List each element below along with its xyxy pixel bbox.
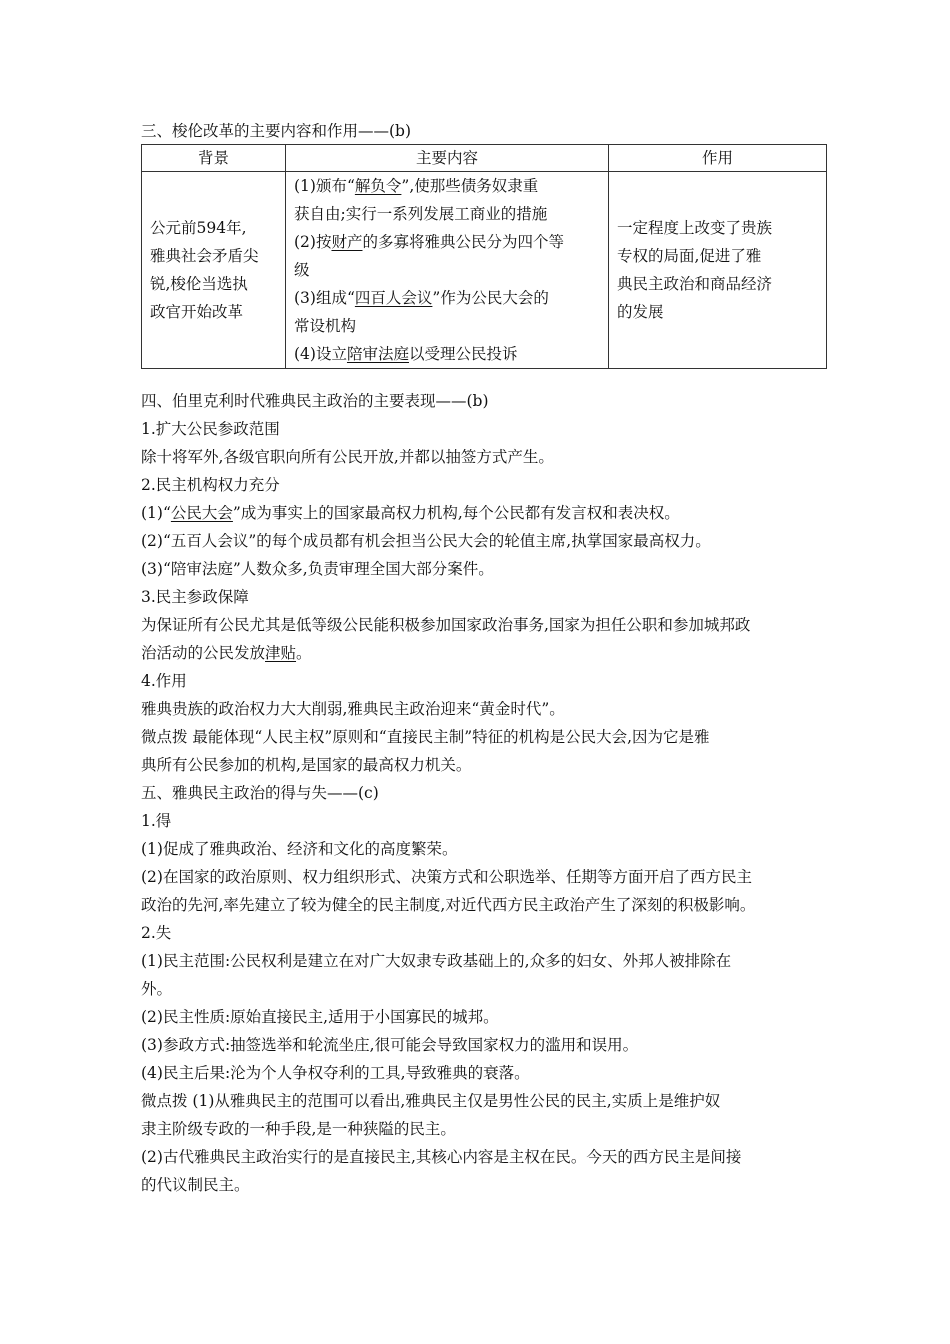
paragraph: (4)民主后果:沦为个人争权夺利的工具,导致雅典的衰落。: [141, 1064, 530, 1082]
paragraph: [141, 639, 821, 667]
paragraph: 除十将军外,各级官职向所有公民开放,并都以抽签方式产生。: [141, 448, 554, 466]
document-content: [141, 118, 821, 1199]
subheading: 2.失: [141, 924, 172, 942]
section-4-title: 四、伯里克利时代雅典民主政治的主要表现——(b): [141, 392, 489, 410]
cell-content: [286, 172, 609, 369]
tip-note: 典所有公民参加的机构,是国家的最高权力机关。: [141, 756, 472, 774]
subheading: 4.作用: [141, 672, 187, 690]
text: ”,使那些债务奴隶重: [401, 177, 539, 195]
content-line: [294, 228, 600, 256]
header-background: 背景: [142, 145, 286, 172]
tip-note: (2)古代雅典民主政治实行的是直接民主,其核心内容是主权在民。今天的西方民主是间接: [141, 1148, 742, 1166]
content-line: [294, 172, 600, 200]
tip-note: 的代议制民主。: [141, 1176, 250, 1194]
effect-line: 的发展: [617, 303, 664, 321]
paragraph: (2)“五百人会议”的每个成员都有机会担当公民大会的轮值主席,执掌国家最高权力。: [141, 532, 711, 550]
content-line: [294, 284, 600, 312]
text: 以受理公民投诉: [408, 345, 518, 363]
text: 。: [296, 644, 312, 662]
paragraph: 政治的先河,率先建立了较为健全的民主制度,对近代西方民主政治产生了深刻的积极影响。: [141, 896, 756, 914]
header-content: 主要内容: [286, 145, 609, 172]
underlined-term: 津贴: [265, 644, 297, 662]
table-header-row: [142, 145, 827, 172]
content-line: [294, 340, 600, 368]
table-row: [142, 172, 827, 369]
header-effect: 作用: [609, 145, 827, 172]
section-5: [141, 779, 821, 1199]
text: ”成为事实上的国家最高权力机构,每个公民都有发言权和表决权。: [232, 504, 680, 522]
background-line: 政官开始改革: [150, 303, 244, 321]
subheading: 3.民主参政保障: [141, 588, 249, 606]
cell-effect: [609, 172, 827, 369]
paragraph: 为保证所有公民尤其是低等级公民能积极参加国家政治事务,国家为担任公职和参加城邦政: [141, 616, 751, 634]
underlined-term: 陪审法庭: [346, 345, 409, 363]
paragraph: (3)参政方式:抽签选举和轮流坐庄,很可能会导致国家权力的滥用和误用。: [141, 1036, 639, 1054]
content-line: 获自由;实行一系列发展工商业的措施: [294, 205, 548, 223]
tip-note: 微点拨 (1)从雅典民主的范围可以看出,雅典民主仅是男性公民的民主,实质上是维护奴: [141, 1092, 721, 1110]
paragraph: (1)民主范围:公民权利是建立在对广大奴隶专政基础上的,众多的妇女、外邦人被排除在: [141, 952, 732, 970]
underlined-term: 公民大会: [170, 504, 233, 522]
underlined-term: 解负令: [354, 177, 402, 195]
section-4: [141, 387, 821, 779]
content-line: 常设机构: [294, 317, 357, 335]
subheading: 1.扩大公民参政范围: [141, 420, 280, 438]
text: (4)设立: [294, 345, 347, 363]
background-line: 锐,梭伦当选执: [150, 275, 248, 293]
underlined-term: 财产: [331, 233, 363, 251]
text: (3)组成“: [294, 289, 355, 307]
text: (2)按: [294, 233, 332, 251]
paragraph: (1)促成了雅典政治、经济和文化的高度繁荣。: [141, 840, 458, 858]
text: 治活动的公民发放: [141, 644, 266, 662]
paragraph: [141, 499, 821, 527]
paragraph: (2)在国家的政治原则、权力组织形式、决策方式和公职选举、任期等方面开启了西方民主: [141, 868, 752, 886]
tip-note: 微点拨 最能体现“人民主权”原则和“直接民主制”特征的机构是公民大会,因为它是雅: [141, 728, 710, 746]
subheading: 2.民主机构权力充分: [141, 476, 280, 494]
background-line: 公元前594年,: [150, 219, 247, 237]
paragraph: (3)“陪审法庭”人数众多,负责审理全国大部分案件。: [141, 560, 494, 578]
effect-line: 典民主政治和商品经济: [617, 275, 773, 293]
paragraph: 外。: [141, 980, 173, 998]
background-line: 雅典社会矛盾尖: [150, 247, 259, 265]
solon-reform-table: [141, 144, 827, 369]
paragraph: (2)民主性质:原始直接民主,适用于小国寡民的城邦。: [141, 1008, 499, 1026]
effect-line: 一定程度上改变了贵族: [617, 219, 773, 237]
content-line: 级: [294, 261, 310, 279]
text: (1)“: [141, 504, 171, 522]
text: ”作为公民大会的: [432, 289, 549, 307]
tip-note: 隶主阶级专政的一种手段,是一种狭隘的民主。: [141, 1120, 456, 1138]
underlined-term: 四百人会议: [354, 289, 433, 307]
cell-background: [142, 172, 286, 369]
effect-line: 专权的局面,促进了雅: [617, 247, 762, 265]
subheading: 1.得: [141, 812, 172, 830]
section-3-title: 三、梭伦改革的主要内容和作用——(b): [141, 122, 412, 140]
text: (1)颁布“: [294, 177, 355, 195]
text: 的多寡将雅典公民分为四个等: [362, 233, 564, 251]
paragraph: 雅典贵族的政治权力大大削弱,雅典民主政治迎来“黄金时代”。: [141, 700, 565, 718]
section-5-title: 五、雅典民主政治的得与失——(c): [141, 784, 379, 802]
